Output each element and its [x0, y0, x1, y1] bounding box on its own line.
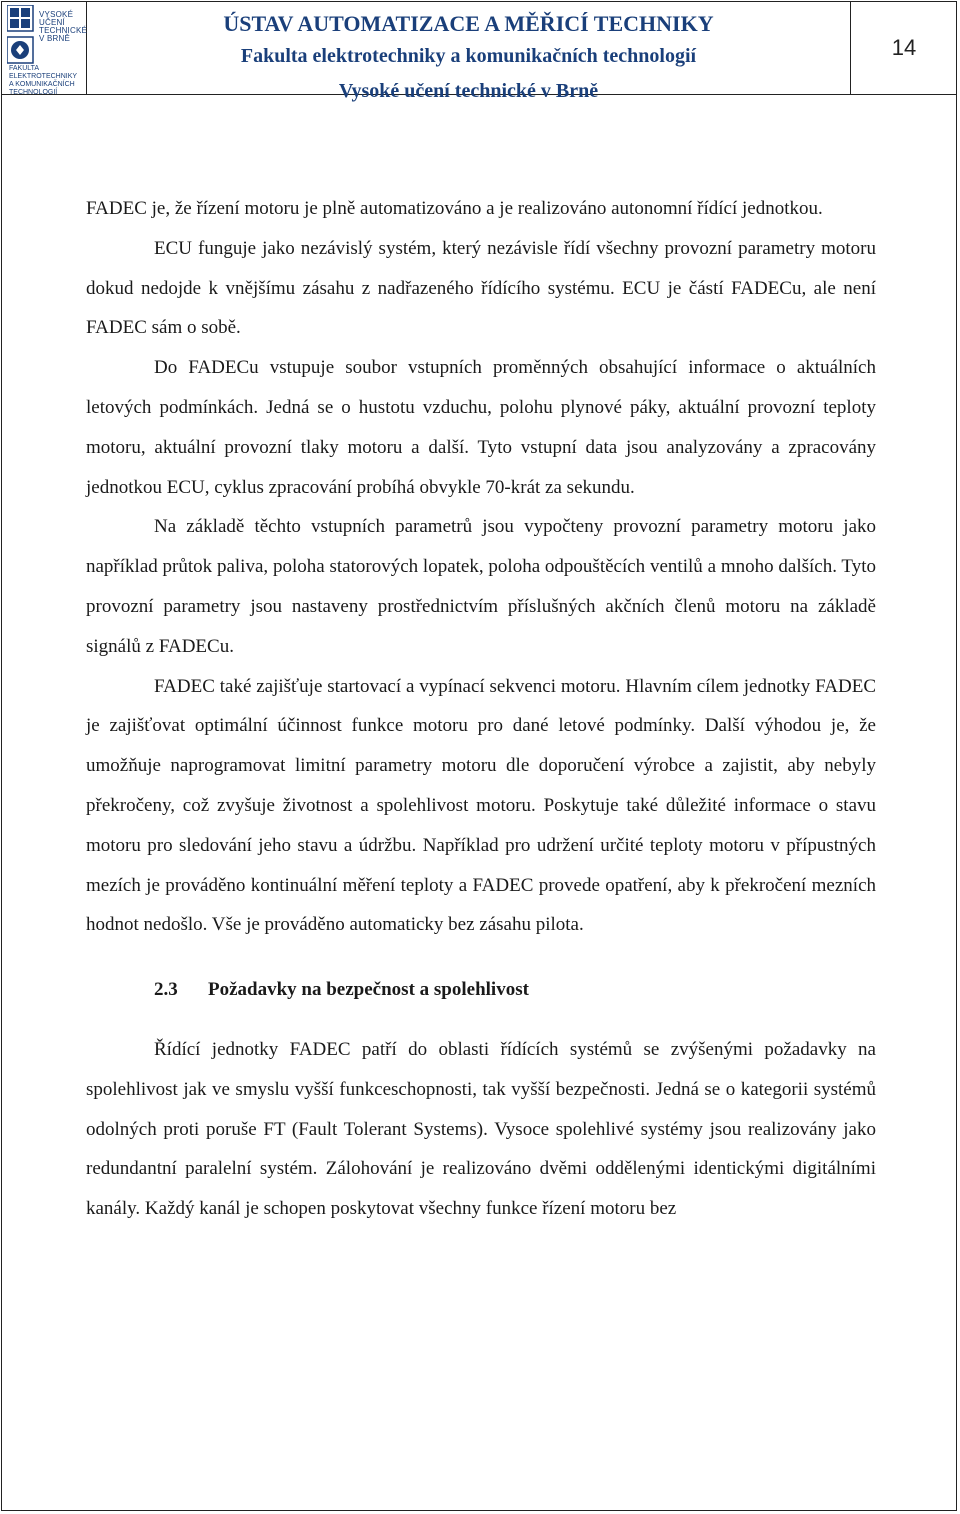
document-body [86, 189, 876, 1229]
paragraph-6: Řídící jednotky FADEC patří do oblasti řídících systémů se zvýšenými požadavky na spolehlivost jak ve smyslu vyšší funkceschopnosti, tak vyšší bezpečnosti. Jedná se o kategorii systémů odolných proti poruše FT (Fault Tolerant Systems). Vysoce spolehlivé systémy jsou realizovány jako redundantní paralelní systém. Zálohování je realizováno dvěmi oddělenými identickými digitálními kanály. Každý kanál je schopen poskytovat všechny funkce řízení motoru bez [86, 1038, 876, 1220]
university-logo [1, 1, 87, 94]
section-title: Požadavky na bezpečnost a spolehlivost [208, 979, 529, 1001]
header-title-block [87, 1, 851, 102]
university-name: Vysoké učení technické v Brně [338, 80, 599, 102]
page-header [1, 1, 957, 102]
paragraph-3: Do FADECu vstupuje soubor vstupních proměnných obsahující informace o aktuálních letových podmínkách. Jedná se o hustotu vzduchu, polohu plynové páky, aktuální provozní teploty motoru, aktuální provozní tlaky motoru a další. Tyto vstupní data jsou analyzovány a zpracovány jednotkou ECU, cyklus zpracování probíhá obvykle 70-krát za sekundu. [86, 357, 876, 498]
paragraph-1: FADEC je, že řízení motoru je plně automatizováno a je realizováno autonomní řídící jednotkou. [86, 198, 823, 219]
logo-text-top: VYSOKÉ UČENÍ TECHNICKÉ V BRNĚ [39, 10, 88, 43]
institute-name: ÚSTAV AUTOMATIZACE A MĚŘICÍ TECHNIKY [223, 11, 714, 36]
section-number: 2.3 [154, 979, 178, 1001]
paragraph-4: Na základě těchto vstupních parametrů jsou vypočteny provozní parametry motoru jako například průtok paliva, poloha statorových lopatek, poloha odpouštěcích ventilů a mnoho dalších. Tyto provozní parametry jsou nastaveny prostřednictvím příslušných akčních členů motoru na základě signálů z FADECu. [86, 516, 876, 657]
faculty-name: Fakulta elektrotechniky a komunikačních technologií [240, 45, 697, 67]
page-number: 14 [891, 34, 917, 60]
paragraph-5: FADEC také zajišťuje startovací a vypínací sekvenci motoru. Hlavním cílem jednotky FADEC je zajišťovat optimální účinnost funkce motoru pro dané letové podmínky. Další výhodou je, že umožňuje naprogramovat limitní parametry motoru dle doporučení výrobce a zajistit, aby nebyly překročeny, což zvyšuje životnost a spolehlivost motoru. Poskytuje také důležité informace o stavu motoru pro sledování jeho stavu a údržbu. Například pro udržení určité teploty motoru v přípustných mezích je prováděno kontinuální měření teploty a FADEC provede opatření, aby k překročení mezních hodnot nedošlo. Vše je prováděno automaticky bez zásahu pilota. [86, 675, 876, 936]
section-heading [86, 970, 876, 1010]
paragraph-2: ECU funguje jako nezávislý systém, který nezávisle řídí všechny provozní parametry motoru dokud nedojde k vnějšímu zásahu z nadřazeného řídícího systému. ECU je částí FADECu, ale není FADEC sám o sobě. [86, 237, 876, 339]
logo-text-bottom: FAKULTA ELEKTROTECHNIKY A KOMUNIKAČNÍCH TECHNOLOGIÍ [9, 65, 77, 96]
